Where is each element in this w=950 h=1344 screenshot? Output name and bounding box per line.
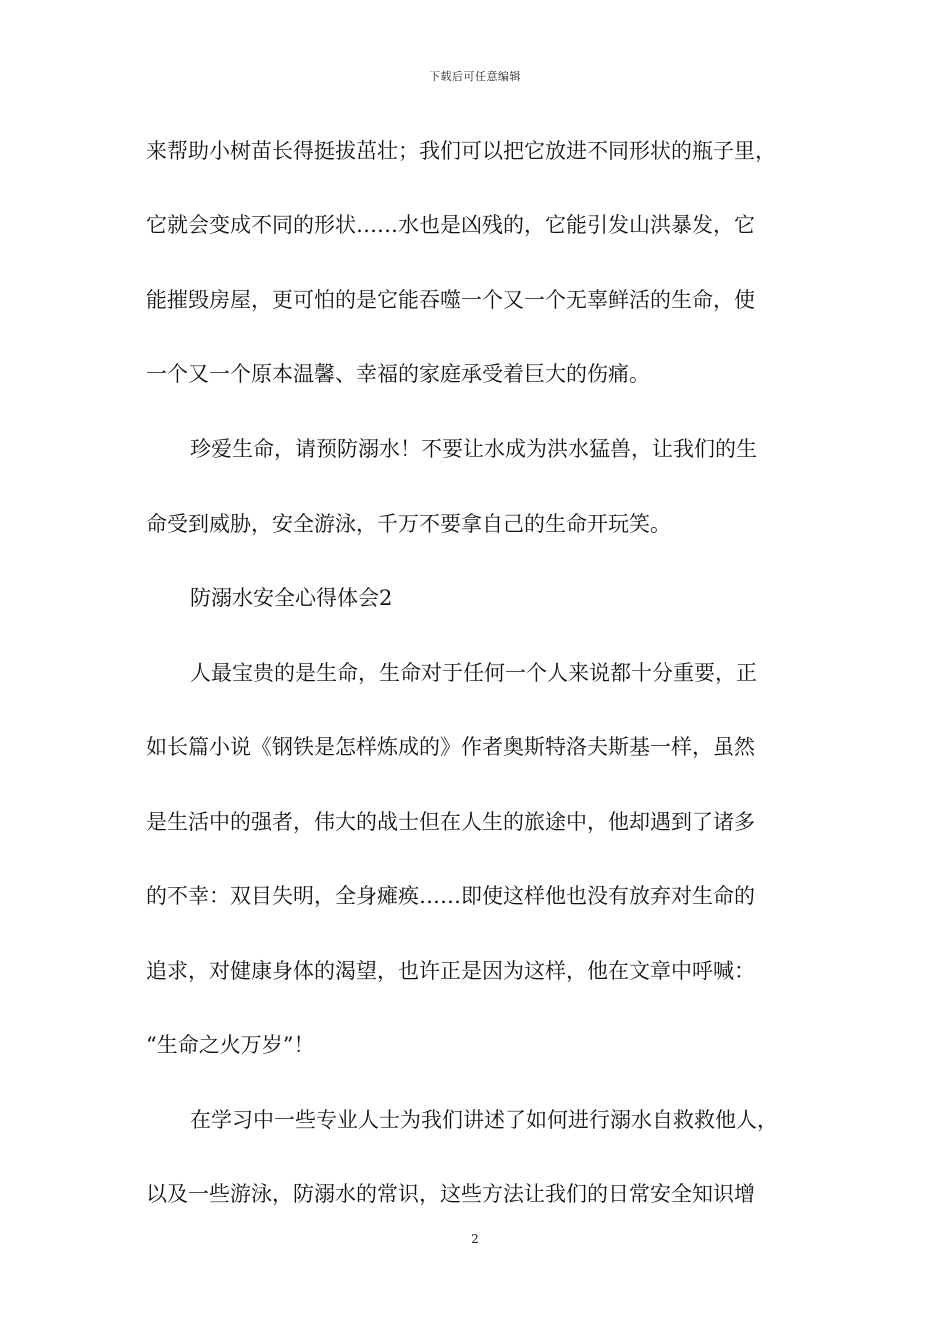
text-line: 来帮助小树苗长得挺拔茁壮；我们可以把它放进不同形状的瓶子里， xyxy=(146,139,776,163)
text-line: 一个又一个原本温馨、幸福的家庭承受着巨大的伤痛。 xyxy=(146,362,650,386)
text-line: 它就会变成不同的形状……水也是凶残的，它能引发山洪暴发，它 xyxy=(146,213,755,237)
paragraph-start-line: 在学习中一些专业人士为我们讲述了如何进行溺水自救救他人， xyxy=(190,1108,778,1132)
paragraph-start-line: 人最宝贵的是生命，生命对于任何一个人来说都十分重要，正 xyxy=(190,661,757,685)
page-header: 下载后可任意编辑 xyxy=(429,70,521,83)
paragraph-start-line: 珍爱生命，请预防溺水！不要让水成为洪水猛兽，让我们的生 xyxy=(190,437,757,461)
page-number: 2 xyxy=(471,1232,479,1246)
section-heading: 防溺水安全心得体会2 xyxy=(190,586,393,610)
text-line: 是生活中的强者，伟大的战士但在人生的旅途中，他却遇到了诸多 xyxy=(146,810,755,834)
text-line: “生命之火万岁”！ xyxy=(146,1033,315,1057)
text-line: 以及一些游泳，防溺水的常识，这些方法让我们的日常安全知识增 xyxy=(146,1182,755,1206)
text-line: 如长篇小说《钢铁是怎样炼成的》作者奥斯特洛夫斯基一样，虽然 xyxy=(146,735,755,759)
text-line: 追求，对健康身体的渴望，也许正是因为这样，他在文章中呼喊： xyxy=(146,959,755,983)
text-line: 的不幸：双目失明，全身瘫痪……即使这样他也没有放弃对生命的 xyxy=(146,884,755,908)
text-line: 能摧毁房屋，更可怕的是它能吞噬一个又一个无辜鲜活的生命，使 xyxy=(146,288,755,312)
text-line: 命受到威胁，安全游泳，千万不要拿自己的生命开玩笑。 xyxy=(146,512,671,536)
